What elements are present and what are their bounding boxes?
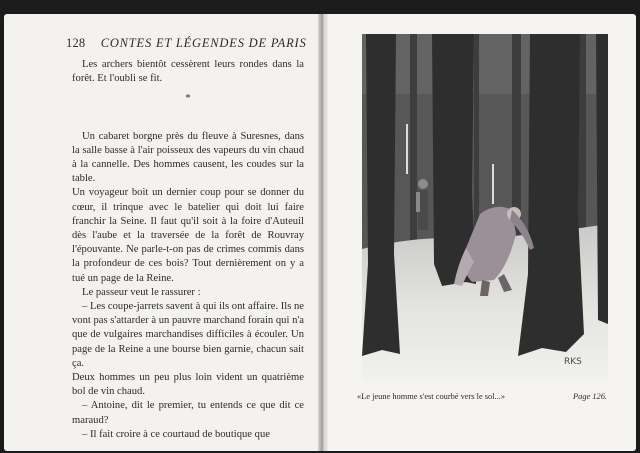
paragraph: Les archers bientôt cessèrent leurs rondes dans la forêt. Et l'oubli se fit. [72,59,304,85]
forest-illustration [362,34,608,380]
dialogue-paragraph: – Les coupe-jarrets savent à qui ils ont affaire. Ils ne vont pas s'attarder à un pauvre marchand forain qui n'a que de vulgaires marchandises difficiles à écouler. Un page de la Reine a une bourse bien garnie, chacun sait ça. [72,301,304,369]
book-gutter [318,14,328,451]
paragraph: Le passeur veut le rassurer : [82,286,201,298]
paragraph: Un cabaret borgne près du fleuve à Suresnes, dans la salle basse à l'air poisseux des vapeurs du vin chaud à la cannelle. Des hommes causent, les coudes sur la table. [72,130,304,185]
dialogue-paragraph: – Il fait croire à ce courtaud de boutique que [82,428,270,440]
caption-text: «Le jeune homme s'est courbé vers le sol...» [357,392,506,401]
page-number: 128 [66,36,86,50]
section-break: * [185,92,191,105]
artist-signature: RKS [564,357,582,367]
paragraph: Deux hommes un peu plus loin vident un quatrième bol de vin chaud. [72,372,304,398]
body-text [72,58,304,442]
dialogue-paragraph: – Antoine, dit le premier, tu entends ce que dit ce maraud? [72,400,304,426]
paragraph: Un voyageur boit un dernier coup pour se donner du cœur, il trinque avec le batelier qui doit lui faire franchir la Seine. Il faut qu'il soit à la foire d'Auteuil dès l'aube et la traversée de la forêt de Rouvray l'épouvante. Ne parle-t-on pas de crimes commis dans la profondeur de ces bois? Tout dernièrement on y a tué un page de la Reine. [72,187,304,284]
running-title: CONTES ET LÉGENDES DE PARIS [100,36,307,50]
page-reference: Page 126. [573,392,607,401]
running-head [66,36,316,51]
